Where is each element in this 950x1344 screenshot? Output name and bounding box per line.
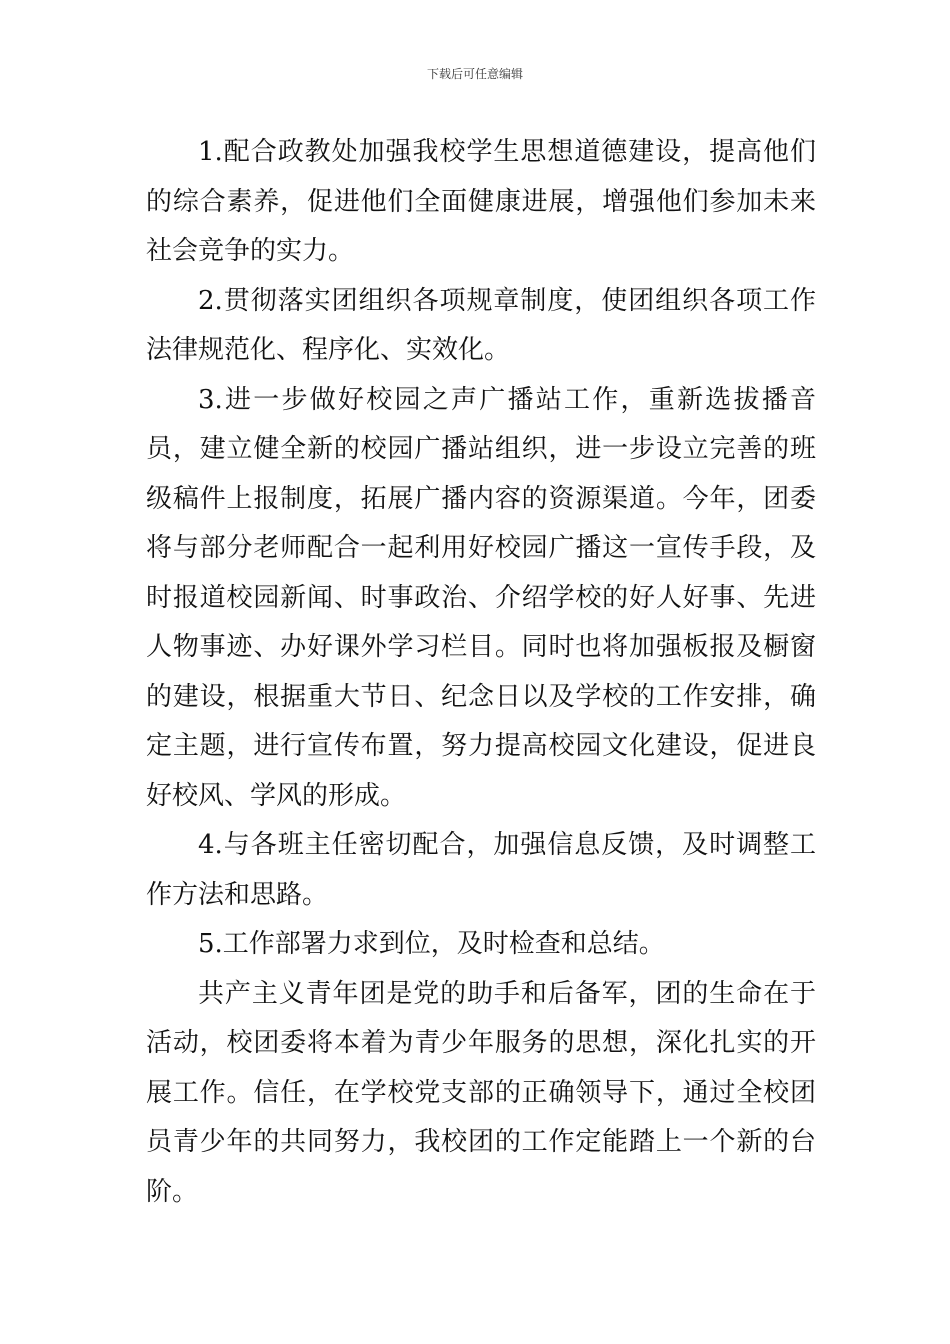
paragraph-conclusion: 共产主义青年团是党的助手和后备军，团的生命在于活动，校团委将本着为青少年服务的思想，深化扎实的开展工作。信任，在学校党支部的正确领导下，通过全校团员青少年的共同努力，我校团的工作定能踏上一个新的台阶。 bbox=[146, 978, 816, 1207]
document-body bbox=[146, 128, 816, 1217]
paragraph-item-3: 3.进一步做好校园之声广播站工作，重新选拔播音员，建立健全新的校园广播站组织，进一步设立完善的班级稿件上报制度，拓展广播内容的资源渠道。今年，团委将与部分老师配合一起利用好校园广播这一宣传手段，及时报道校园新闻、时事政治、介绍学校的好人好事、先进人物事迹、办好课外学习栏目。同时也将加强板报及橱窗的建设，根据重大节日、纪念日以及学校的工作安排，确定主题，进行宣传布置，努力提高校园文化建设，促进良好校风、学风的形成。 bbox=[146, 384, 816, 811]
paragraph-item-4: 4.与各班主任密切配合，加强信息反馈，及时调整工作方法和思路。 bbox=[146, 830, 816, 910]
paragraph-item-5: 5.工作部署力求到位，及时检查和总结。 bbox=[198, 929, 665, 959]
paragraph-item-1: 1.配合政教处加强我校学生思想道德建设，提高他们的综合素养，促进他们全面健康进展，增强他们参加未来社会竞争的实力。 bbox=[146, 137, 816, 266]
page-header-note: 下载后可任意编辑 bbox=[426, 67, 523, 81]
paragraph-item-2: 2.贯彻落实团组织各项规章制度，使团组织各项工作法律规范化、程序化、实效化。 bbox=[146, 285, 816, 365]
